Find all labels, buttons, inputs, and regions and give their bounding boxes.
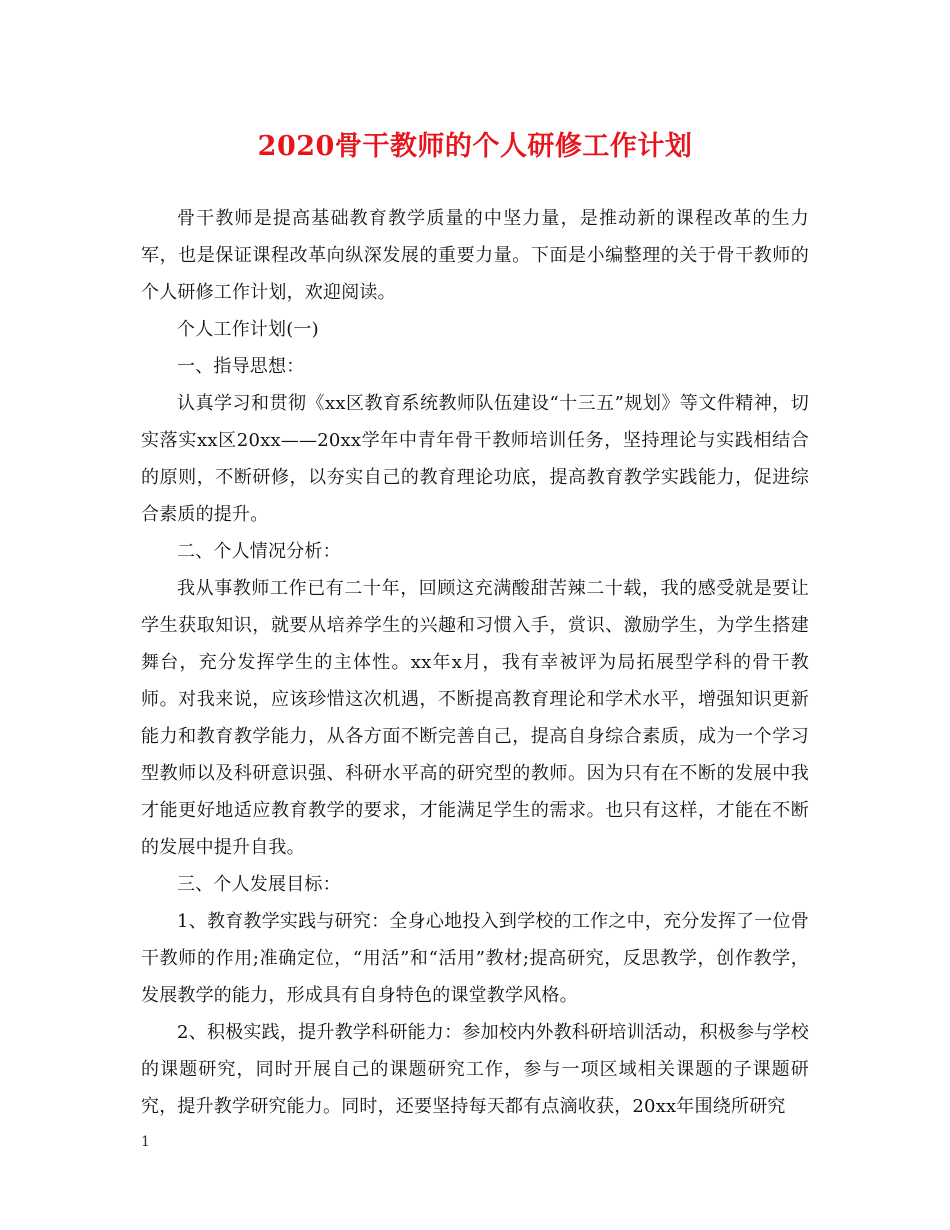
paragraph-plan-heading: 个人工作计划(一) — [177, 319, 319, 340]
paragraph-goal-1: 1、教育教学实践与研究：全身心地投入到学校的工作之中，充分发挥了一位骨干教师的作用;准确定位，“用活”和“活用”教材;提高研究，反思教学，创作教学，发展教学的能力，形成具有自身特色的课堂教学风格。 — [141, 911, 809, 1006]
paragraph-section-2-body: 我从事教师工作已有二十年，回顾这充满酸甜苦辣二十载，我的感受就是要让学生获取知识，就要从培养学生的兴趣和习惯入手，赏识、激励学生，为学生搭建舞台，充分发挥学生的主体性。xx年x月，我有幸被评为局拓展型学科的骨干教师。对我来说，应该珍惜这次机遇，不断提高教育理论和学术水平，增强知识更新能力和教育教学能力，从各方面不断完善自己，提高自身综合素质，成为一个学习型教师以及科研意识强、科研水平高的研究型的教师。因为只有在不断的发展中我才能更好地适应教育教学的要求，才能满足学生的需求。也只有这样，才能在不断的发展中提升自我。 — [141, 578, 809, 858]
page-number: 1 — [141, 1134, 150, 1150]
document-body — [141, 200, 809, 1125]
paragraph-section-1-body: 认真学习和贯彻《xx区教育系统教师队伍建设“十三五”规划》等文件精神，切实落实xx区20xx——20xx学年中青年骨干教师培训任务，坚持理论与实践相结合的原则，不断研修，以夯实自己的教育理论功底，提高教育教学实践能力，促进综合素质的提升。 — [141, 393, 809, 525]
paragraph-intro: 骨干教师是提高基础教育教学质量的中坚力量，是推动新的课程改革的生力军，也是保证课程改革向纵深发展的重要力量。下面是小编整理的关于骨干教师的个人研修工作计划，欢迎阅读。 — [141, 208, 809, 303]
document-title: 2020骨干教师的个人研修工作计划 — [257, 131, 693, 162]
paragraph-section-3-heading: 三、个人发展目标： — [177, 874, 341, 895]
paragraph-goal-2: 2、积极实践，提升教学科研能力：参加校内外教科研培训活动，积极参与学校的课题研究，同时开展自己的课题研究工作，参与一项区域相关课题的子课题研究，提升教学研究能力。同时，还要坚持每天都有点滴收获，20xx年围绕所研究 — [141, 1022, 809, 1117]
paragraph-section-1-heading: 一、指导思想： — [177, 356, 305, 377]
paragraph-section-2-heading: 二、个人情况分析： — [177, 541, 341, 562]
